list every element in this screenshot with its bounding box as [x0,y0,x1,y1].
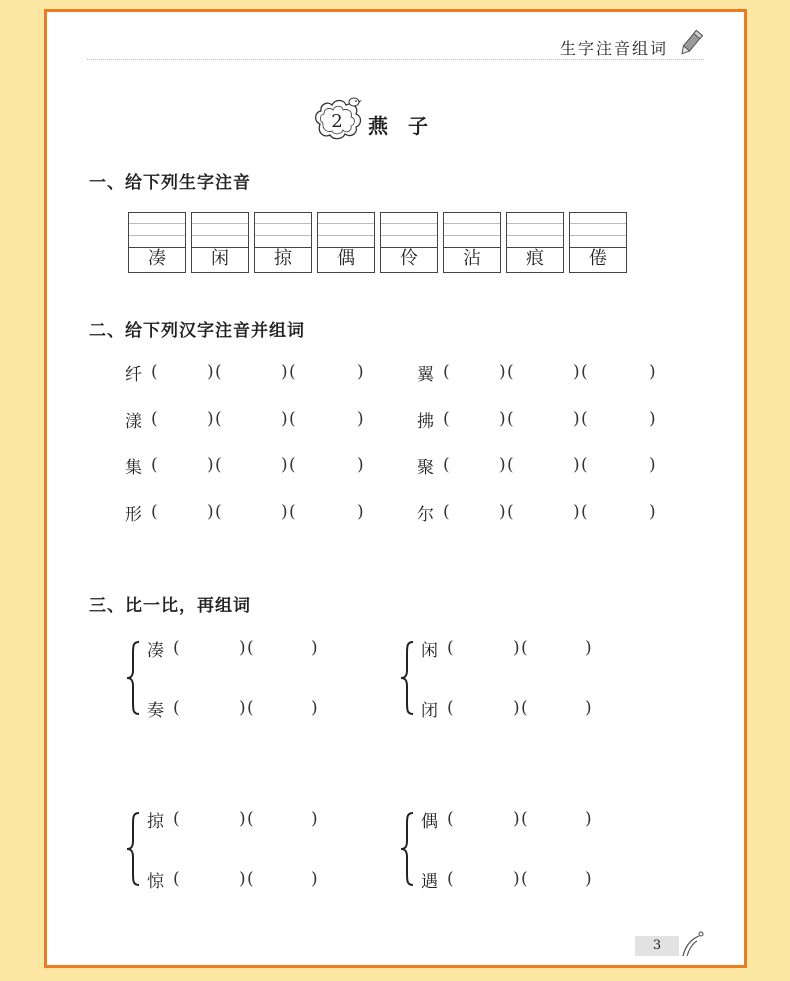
brace-icon [125,640,141,716]
word-row: 尔 ( ) ( ) ( ) [417,500,656,524]
compare-char: 奏 [147,700,164,721]
answer-blank[interactable]: ( [443,409,450,429]
answer-blank[interactable]: ( [173,638,180,658]
answer-blank[interactable]: ( [521,869,528,889]
answer-blank[interactable]: ( [443,455,450,475]
word-char: 形 [125,504,142,525]
answer-blank[interactable]: ( [507,455,514,475]
compare-line: 凑 ( ) ( ) [147,636,318,660]
compare-char: 掠 [147,811,164,832]
pinyin-box[interactable] [506,212,564,273]
answer-blank[interactable]: ( [581,455,588,475]
answer-blank[interactable]: ( [443,362,450,382]
answer-blank[interactable]: ( [443,502,450,522]
answer-blank[interactable]: ( [215,409,222,429]
compare-line: 遇 ( ) ( ) [421,867,592,891]
word-char: 翼 [417,364,434,385]
brace-icon [399,811,415,887]
answer-blank[interactable]: ( [507,409,514,429]
pinyin-box[interactable] [380,212,438,273]
answer-blank[interactable]: ( [173,698,180,718]
pinyin-char: 偶 [337,248,355,269]
header-divider [87,59,704,60]
pinyin-char: 倦 [589,248,607,269]
answer-blank[interactable]: ( [507,362,514,382]
answer-blank[interactable]: ( [521,638,528,658]
compare-line: 闲 ( ) ( ) [421,636,592,660]
compare-char: 惊 [147,871,164,892]
pinyin-box[interactable] [191,212,249,273]
lesson-title: 燕子 [368,114,448,138]
answer-blank[interactable]: ( [581,502,588,522]
compare-group [125,632,345,724]
word-char: 集 [125,457,142,478]
answer-blank[interactable]: ( [581,362,588,382]
answer-blank[interactable]: ( [247,809,254,829]
word-row: 漾 ( ) ( ) ( ) [125,407,364,431]
answer-blank[interactable]: ( [173,869,180,889]
answer-blank[interactable]: ( [521,698,528,718]
answer-blank[interactable]: ( [507,502,514,522]
answer-blank[interactable]: ( [289,455,296,475]
word-row: 集 ( ) ( ) ( ) [125,453,364,477]
pinyin-box[interactable] [443,212,501,273]
answer-blank[interactable]: ( [151,362,158,382]
lesson-number: 2 [331,111,343,132]
word-row: 拂 ( ) ( ) ( ) [417,407,656,431]
compare-line: 惊 ( ) ( ) [147,867,318,891]
word-row: 纤 ( ) ( ) ( ) [125,360,364,384]
pinyin-char: 闲 [211,248,229,269]
pinyin-grid [128,212,627,273]
answer-blank[interactable]: ( [447,698,454,718]
lesson-heading [312,94,512,144]
compare-char: 闭 [421,700,438,721]
compare-group [399,803,619,895]
compare-group [399,632,619,724]
answer-blank[interactable]: ( [173,809,180,829]
answer-blank[interactable]: ( [215,455,222,475]
answer-blank[interactable]: ( [289,409,296,429]
swirl-icon [679,930,705,958]
pencil-icon [678,28,704,58]
compare-line: 闭 ( ) ( ) [421,696,592,720]
compare-line: 偶 ( ) ( ) [421,807,592,831]
answer-blank[interactable]: ( [581,409,588,429]
pinyin-box[interactable] [254,212,312,273]
answer-blank[interactable]: ( [151,409,158,429]
compare-char: 凑 [147,640,164,661]
answer-blank[interactable]: ( [447,869,454,889]
page-number: 3 [635,936,679,956]
word-row: 形 ( ) ( ) ( ) [125,500,364,524]
word-char: 尔 [417,504,434,525]
word-char: 漾 [125,411,142,432]
brace-icon [125,811,141,887]
section2-title: 二、给下列汉字注音并组词 [89,321,305,341]
answer-blank[interactable]: ( [215,502,222,522]
pinyin-char: 痕 [526,248,544,269]
answer-blank[interactable]: ( [521,809,528,829]
header-title: 生字注音组词 [559,39,668,58]
pinyin-char: 伶 [400,248,418,269]
word-row: 聚 ( ) ( ) ( ) [417,453,656,477]
answer-blank[interactable]: ( [247,698,254,718]
word-char: 纤 [125,364,142,385]
answer-blank[interactable]: ( [289,502,296,522]
compare-line: 掠 ( ) ( ) [147,807,318,831]
pinyin-char: 沾 [463,248,481,269]
section1-title: 一、给下列生字注音 [89,173,251,193]
compare-char: 闲 [421,640,438,661]
answer-blank[interactable]: ( [447,638,454,658]
answer-blank[interactable]: ( [289,362,296,382]
compare-line: 奏 ( ) ( ) [147,696,318,720]
word-row: 翼 ( ) ( ) ( ) [417,360,656,384]
pinyin-box[interactable] [317,212,375,273]
answer-blank[interactable]: ( [215,362,222,382]
compare-group [125,803,345,895]
pinyin-char: 掠 [274,248,292,269]
pinyin-char: 凑 [148,248,166,269]
answer-blank[interactable]: ( [447,809,454,829]
section3-title: 三、比一比，再组词 [89,596,251,616]
answer-blank[interactable]: ( [247,638,254,658]
answer-blank[interactable]: ( [247,869,254,889]
word-char: 拂 [417,411,434,432]
word-char: 聚 [417,457,434,478]
answer-blank[interactable]: ( [151,502,158,522]
brace-icon [399,640,415,716]
answer-blank[interactable]: ( [151,455,158,475]
worksheet-page [44,9,747,968]
compare-char: 遇 [421,871,438,892]
pinyin-box[interactable] [569,212,627,273]
compare-char: 偶 [421,811,438,832]
pinyin-box[interactable] [128,212,186,273]
